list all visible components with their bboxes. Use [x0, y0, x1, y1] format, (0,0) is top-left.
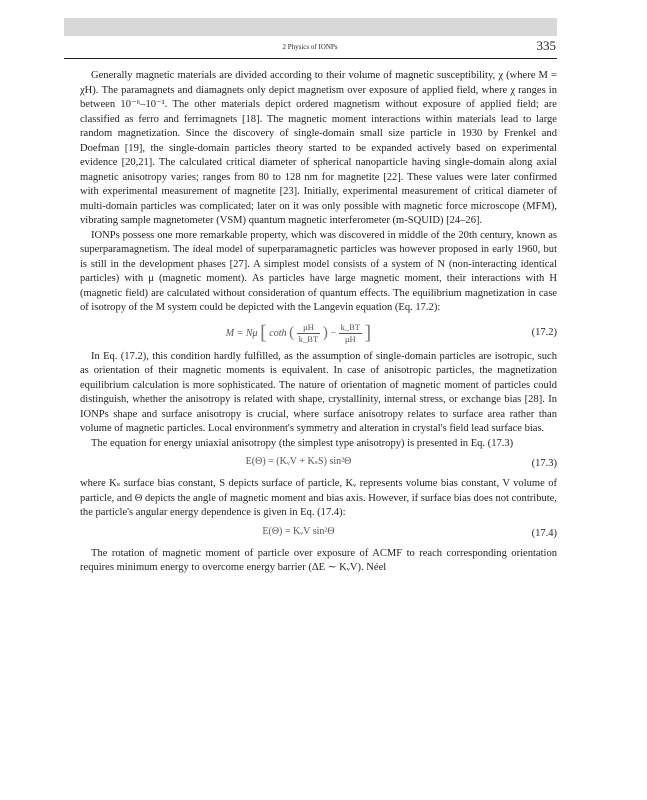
paragraph-3: In Eq. (17.2), this condition hardly fulfilled, as the assumption of single-domain particles are isotropic, such as orientation of their magnetic moments is equivalent. In case of anisotropic particles, the magnetization equilibrium calculation is more sophisticated. The nature of orientation of magnetic moment of particles could distinguish, whether the anisotropy is related with shape, crystallinity, internal stress, or exchange bias [28]. In IONPs shape and surface anisotropy is crucial, where surface anisotropy relates to surface area rather than volume of magnetic particles. Local environment's symmetry and alteration in crystal's field lead surface bias. [80, 350, 557, 434]
left-paren: ( [288, 323, 295, 341]
fraction-2 [339, 322, 362, 345]
top-banner [64, 18, 557, 36]
equation-number-17-3: (17.3) [531, 458, 557, 469]
paragraph-2: IONPs possess one more remarkable property, which was discovered in middle of the 20th century, known as superparamagnetism. The ideal model of superparamagnetic particles was however proposed in early 1960, but is still in the development phases [27]. A simplest model consists of a system of N (non-interacting identical particles) with μ (magnetic moment). As particles have large magnetic moment, their interactions with H (magnetic field) are calculated without consideration of quantum effects. The equilibrium magnetization in case of isotropy of the M system could be depicted with the Langevin equation (Eq. 17.2): [80, 229, 557, 313]
fraction-1-numerator: μH [297, 322, 320, 334]
equation-17-3 [80, 451, 557, 477]
equation-number-17-4: (17.4) [531, 527, 557, 539]
equation-number-17-2: (17.2) [531, 326, 557, 338]
body-text [80, 69, 557, 576]
right-paren: ) [322, 323, 328, 341]
fraction-2-numerator: k_BT [340, 321, 361, 332]
eq2-coth: coth [269, 327, 287, 339]
paragraph-1: Generally magnetic materials are divided according to their volume of magnetic susceptibility, χ (where M = χH). The paramagnets and diamagnets only depict magnetism over exposure of applied field, where χ ranges in between 10⁻⁶–10⁻¹. The other materials depict ordered magnetism without exposure of applied field; are classified as ferro and ferrimagnets [18]. The magnetic moment interactions within materials lead to large random magnetization. Since the discovery of single-domain small size particle in 1930 by Frenkel and Doefman [19], the single-domain particles theory started to be expanded actively based on experimental evidence [20,21]. The calculated critical diameter of spherical nanoparticle having single-domain along axial magnetic anisotropy varies; ranges from 80 to 128 nm for magnetite [22]. These values were later confirmed with experimental measurement of magnetite [23]. Initially, experimental measurement of critical diameter of multi-domain particles was complicated; later on it was only possible with magnetic force microscope (MFM), vibrating sample magnetometer (VSM) quantum magnetic interferometer (m-SQUID) [24–26]. [80, 70, 557, 226]
right-bracket: ] [364, 322, 372, 344]
equation-17-2 [80, 316, 557, 350]
header-rule [64, 58, 557, 59]
langevin-equation [80, 322, 517, 345]
fraction-1-denominator: k_BT [298, 333, 319, 344]
paragraph-5: where Kₛ surface bias constant, S depicts surface of particle, Kᵥ represents volume bias constant, V volume of particle, and Θ depicts the angle of magnetic moment and bias axis. However, if surface bias does not contribute, the particle's angular energy dependence is given in Eq. (17.4): [80, 478, 557, 518]
paragraph-6: The rotation of magnetic moment of particle over exposure of ACMF to reach corresponding orientation requires minimum energy to overcome energy barrier (ΔE ∼ KᵥV). Néel [80, 547, 557, 573]
running-head: 2 Physics of IONPs [282, 43, 338, 51]
equation-17-4 [80, 521, 557, 547]
anisotropy-equation: E(Θ) = (KᵥV + KₛS) sin²Θ [245, 456, 352, 467]
fraction-2-denominator: μH [344, 333, 356, 344]
page-number: 335 [536, 38, 556, 53]
angular-energy-equation: E(Θ) = KᵥV sin²Θ [262, 525, 335, 537]
fraction-1 [297, 322, 320, 345]
left-bracket: [ [260, 322, 267, 344]
paragraph-4: The equation for energy uniaxial anisotropy (the simplest type anisotropy) is presented in Eq. (17.3) [91, 437, 514, 449]
eq2-minus: − [330, 327, 337, 339]
eq2-lhs: M = Nμ [225, 327, 258, 339]
